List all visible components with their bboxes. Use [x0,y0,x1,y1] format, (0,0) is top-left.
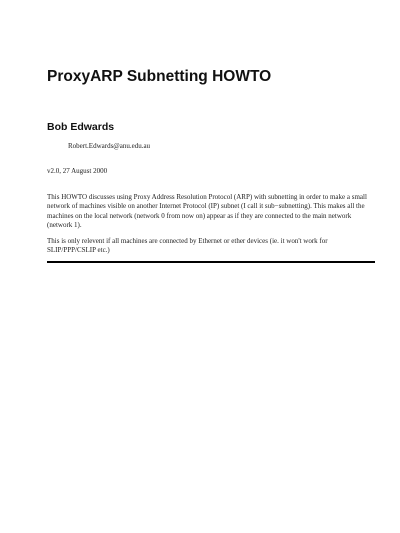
abstract-paragraph: This is only relevent if all machines are connected by Ethernet or ether devices (ie. it won't work for SLIP/PPP/CSLIP etc.) [47,236,328,255]
abstract-paragraph: This HOWTO discusses using Proxy Address Resolution Protocol (ARP) with subnetting in order to make a small network of machines visible on another Internet Protocol (IP) subnet (I call it sub−subnetting). This makes all the machines on the local network (network 0 from now on) appear as if they are connected to the main network (network 1). [47,193,367,230]
horizontal-rule [47,261,375,263]
version-date: v2.0, 27 August 2000 [47,167,108,175]
author-name: Bob Edwards [47,121,115,133]
document-title: ProxyARP Subnetting HOWTO [47,68,272,85]
abstract [47,193,377,261]
author-email: Robert.Edwards@anu.edu.au [68,142,151,150]
